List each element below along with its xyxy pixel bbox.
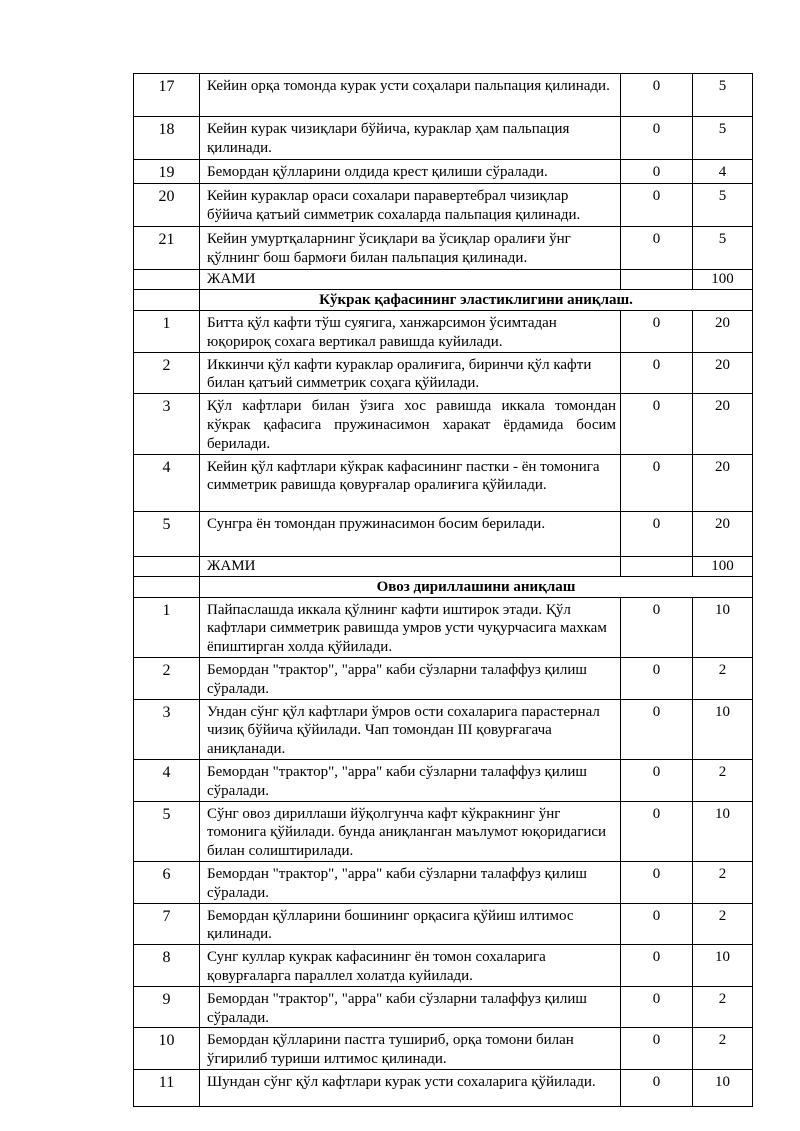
item-number: 18 [134,117,200,160]
max-score: 10 [693,597,753,657]
table-row [134,511,753,556]
table-row [134,394,753,454]
table-row [134,117,753,160]
item-number: 8 [134,945,200,987]
total-min-cell [621,556,693,576]
item-number: 19 [134,160,200,184]
min-score: 0 [621,311,693,353]
item-number: 5 [134,801,200,861]
max-score: 20 [693,454,753,511]
min-score: 0 [621,394,693,454]
max-score: 2 [693,1028,753,1070]
item-number: 3 [134,394,200,454]
table-row [134,945,753,987]
table-total-2 [134,556,753,576]
min-score: 0 [621,117,693,160]
item-description: Бемордан "трактор", "арра" каби сўзларни талаффуз қилиш сўралади. [200,657,621,699]
item-number: 2 [134,657,200,699]
table-row [134,74,753,117]
item-description: Сўнг овоз дириллаши йўқолгунча кафт кўкракнинг ўнг томонига қўйилади. бунда аниқланган маълумот юқоридагиси билан солиштирилади. [200,801,621,861]
item-description: Бемордан "трактор", "арра" каби сўзларни талаффуз қилиш сўралади. [200,861,621,903]
total-label: ЖАМИ [200,270,621,290]
item-description: Бемордан "трактор", "арра" каби сўзларни талаффуз қилиш сўралади. [200,986,621,1028]
section-row [134,290,753,311]
max-score: 5 [693,227,753,270]
min-score: 0 [621,903,693,945]
item-description: Кейин қўл кафтлари кўкрак кафасининг пастки - ён томонига симметрик равишда қовурғалар оралиғига қўйилади. [200,454,621,511]
item-description: Кейин кураклар ораси сохалари паравертебрал чизиқлар бўйича қатъий симметрик сохаларда пальпация қилинади. [200,184,621,227]
max-score: 5 [693,117,753,160]
max-score: 2 [693,759,753,801]
table-total-1 [134,270,753,290]
item-number: 1 [134,597,200,657]
min-score: 0 [621,1069,693,1106]
section-header-elasticity [134,290,753,311]
item-number: 2 [134,352,200,394]
max-score: 20 [693,394,753,454]
table-row [134,759,753,801]
total-row [134,556,753,576]
min-score: 0 [621,699,693,759]
total-value: 100 [693,556,753,576]
item-description: Бемордан "трактор", "арра" каби сўзларни талаффуз қилиш сўралади. [200,759,621,801]
table-part-voice-tremor [134,597,753,1106]
table-row [134,184,753,227]
min-score: 0 [621,759,693,801]
item-description: Иккинчи қўл кафти кураклар оралиғига, биринчи қўл кафти билан қатъий симметрик соҳага қўйилади. [200,352,621,394]
item-number: 7 [134,903,200,945]
table-row [134,1028,753,1070]
item-number: 5 [134,511,200,556]
max-score: 20 [693,352,753,394]
max-score: 2 [693,861,753,903]
item-number: 10 [134,1028,200,1070]
item-description: Бемордан қўлларини олдида крест қилиши сўралади. [200,160,621,184]
item-number: 4 [134,454,200,511]
item-description: Сунг куллар кукрак кафасининг ён томон сохаларига қовурғаларга параллел холатда куйилади. [200,945,621,987]
section-title: Кўкрак қафасининг эластиклигини аниқлаш. [200,290,753,311]
item-number: 11 [134,1069,200,1106]
item-number: 6 [134,861,200,903]
item-number: 9 [134,986,200,1028]
table-row [134,1069,753,1106]
min-score: 0 [621,657,693,699]
total-num-cell [134,556,200,576]
total-min-cell [621,270,693,290]
table-row [134,454,753,511]
max-score: 10 [693,699,753,759]
item-number: 3 [134,699,200,759]
item-description: Кейин орқа томонда курак усти соҳалари пальпация қилинади. [200,74,621,117]
item-description: Бемордан қўлларини пастга тушириб, орқа томони билан ўгирилиб туриши илтимос қилинади. [200,1028,621,1070]
max-score: 4 [693,160,753,184]
item-description: Сунгра ён томондан пружинасимон босим берилади. [200,511,621,556]
table-part-elasticity [134,311,753,557]
item-number: 21 [134,227,200,270]
total-label: ЖАМИ [200,556,621,576]
item-number: 17 [134,74,200,117]
min-score: 0 [621,454,693,511]
max-score: 5 [693,74,753,117]
section-row [134,576,753,597]
item-description: Қўл кафтлари билан ўзига хос равишда иккала томондан кўкрак қафасига пружинасимон харакат ёрдамида босим берилади. [200,394,621,454]
min-score: 0 [621,861,693,903]
item-description: Бемордан қўлларини бошининг орқасига қўйиш илтимос қилинади. [200,903,621,945]
total-value: 100 [693,270,753,290]
table-row [134,657,753,699]
table-row [134,903,753,945]
min-score: 0 [621,1028,693,1070]
section-num-cell [134,576,200,597]
table-row [134,597,753,657]
min-score: 0 [621,801,693,861]
table-row [134,311,753,353]
section-title: Овоз дириллашини аниқлаш [200,576,753,597]
max-score: 2 [693,986,753,1028]
max-score: 2 [693,903,753,945]
min-score: 0 [621,945,693,987]
item-description: Битта қўл кафти тўш суягига, ханжарсимон ўсимтадан юқорироқ сохага вертикал равишда куйилади. [200,311,621,353]
item-number: 20 [134,184,200,227]
total-row [134,270,753,290]
min-score: 0 [621,184,693,227]
max-score: 10 [693,945,753,987]
item-description: Кейин умуртқаларнинг ўсиқлари ва ўсиқлар оралиғи ўнг қўлнинг бош бармоғи билан пальпация қилинади. [200,227,621,270]
checklist-table [133,73,753,1107]
table-row [134,160,753,184]
item-description: Кейин курак чизиқлари бўйича, кураклар ҳам пальпация қилинади. [200,117,621,160]
section-num-cell [134,290,200,311]
max-score: 20 [693,511,753,556]
min-score: 0 [621,986,693,1028]
min-score: 0 [621,352,693,394]
section-header-voice-tremor [134,576,753,597]
item-number: 4 [134,759,200,801]
max-score: 5 [693,184,753,227]
table-part-palpation [134,74,753,270]
item-description: Ундан сўнг қўл кафтлари ўмров ости сохаларига парастернал чизиқ бўйича қўйилади. Чап томондан III қовурғагача аниқланади. [200,699,621,759]
min-score: 0 [621,597,693,657]
table-row [134,699,753,759]
item-description: Пайпаслашда иккала қўлнинг кафти иштирок этади. Қўл кафтлари симметрик равишда умров усти чуқурчасига махкам ёпиштирган холда қўйилади. [200,597,621,657]
table-row [134,801,753,861]
item-description: Шундан сўнг қўл кафтлари курак усти сохаларига қўйилади. [200,1069,621,1106]
min-score: 0 [621,160,693,184]
table-row [134,227,753,270]
table-row [134,861,753,903]
max-score: 2 [693,657,753,699]
min-score: 0 [621,511,693,556]
min-score: 0 [621,74,693,117]
table-row [134,352,753,394]
table-row [134,986,753,1028]
max-score: 10 [693,801,753,861]
max-score: 10 [693,1069,753,1106]
max-score: 20 [693,311,753,353]
item-number: 1 [134,311,200,353]
total-num-cell [134,270,200,290]
min-score: 0 [621,227,693,270]
